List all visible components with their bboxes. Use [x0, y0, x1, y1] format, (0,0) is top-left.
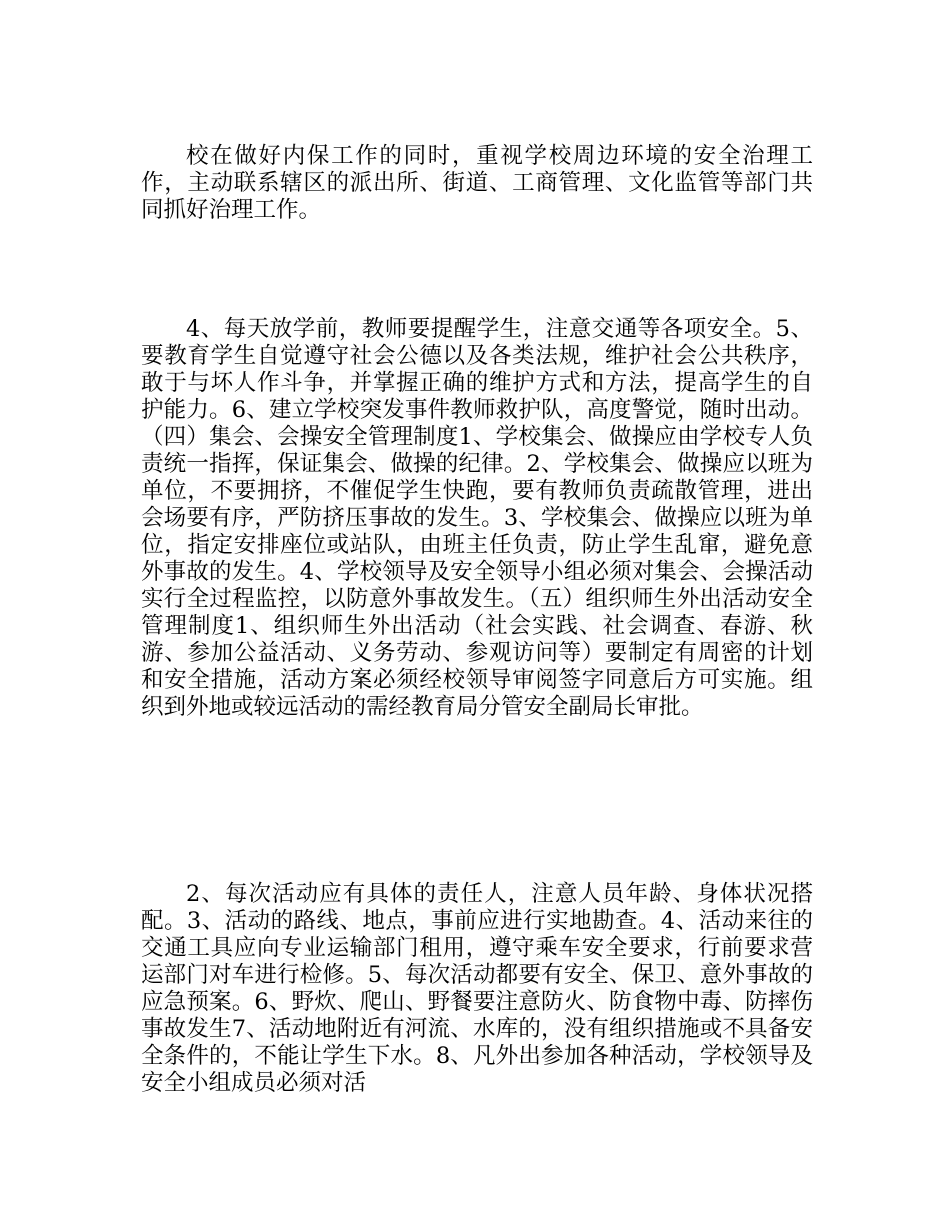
paragraph-outing-safety: 2、每次活动应有具体的责任人，注意人员年龄、身体状况搭配。3、活动的路线、地点，事前应进行实地勘查。4、活动来往的交通工具应向专业运输部门租用，遵守乘车安全要求，行前要求营运部门对车进行检修。5、每次活动都要有安全、保卫、意外事故的应急预案。6、野炊、爬山、野餐要注意防火、防食物中毒、防摔伤事故发生7、活动地附近有河流、水库的，没有组织措施或不具备安全条件的，不能让学生下水。8、凡外出参加各种活动，学校领导及安全小组成员必须对活 — [141, 881, 813, 1096]
paragraph-assembly-safety: 4、每天放学前，教师要提醒学生，注意交通等各项安全。5、要教育学生自觉遵守社会公德以及各类法规，维护社会公共秩序，敢于与坏人作斗争，并掌握正确的维护方式和方法，提高学生的自护能力。6、建立学校突发事件教师救护队，高度警觉，随时出动。（四）集会、会操安全管理制度1、学校集会、做操应由学校专人负责统一指挥，保证集会、做操的纪律。2、学校集会、做操应以班为单位，不要拥挤，不催促学生快跑，要有教师负责疏散管理，进出会场要有序，严防挤压事故的发生。3、学校集会、做操应以班为单位，指定安排座位或站队，由班主任负责，防止学生乱窜，避免意外事故的发生。4、学校领导及安全领导小组必须对集会、会操活动实行全过程监控，以防意外事故发生。（五）组织师生外出活动安全管理制度1、组织师生外出活动（社会实践、社会调查、春游、秋游、参加公益活动、义务劳动、参观访问等）要制定有周密的计划和安全措施，活动方案必须经校领导审阅签字同意后方可实施。组织到外地或较远活动的需经教育局分管安全副局长审批。 — [141, 316, 813, 720]
paragraph-campus-security: 校在做好内保工作的同时，重视学校周边环境的安全治理工作，主动联系辖区的派出所、街道、工商管理、文化监管等部门共同抓好治理工作。 — [141, 143, 813, 223]
